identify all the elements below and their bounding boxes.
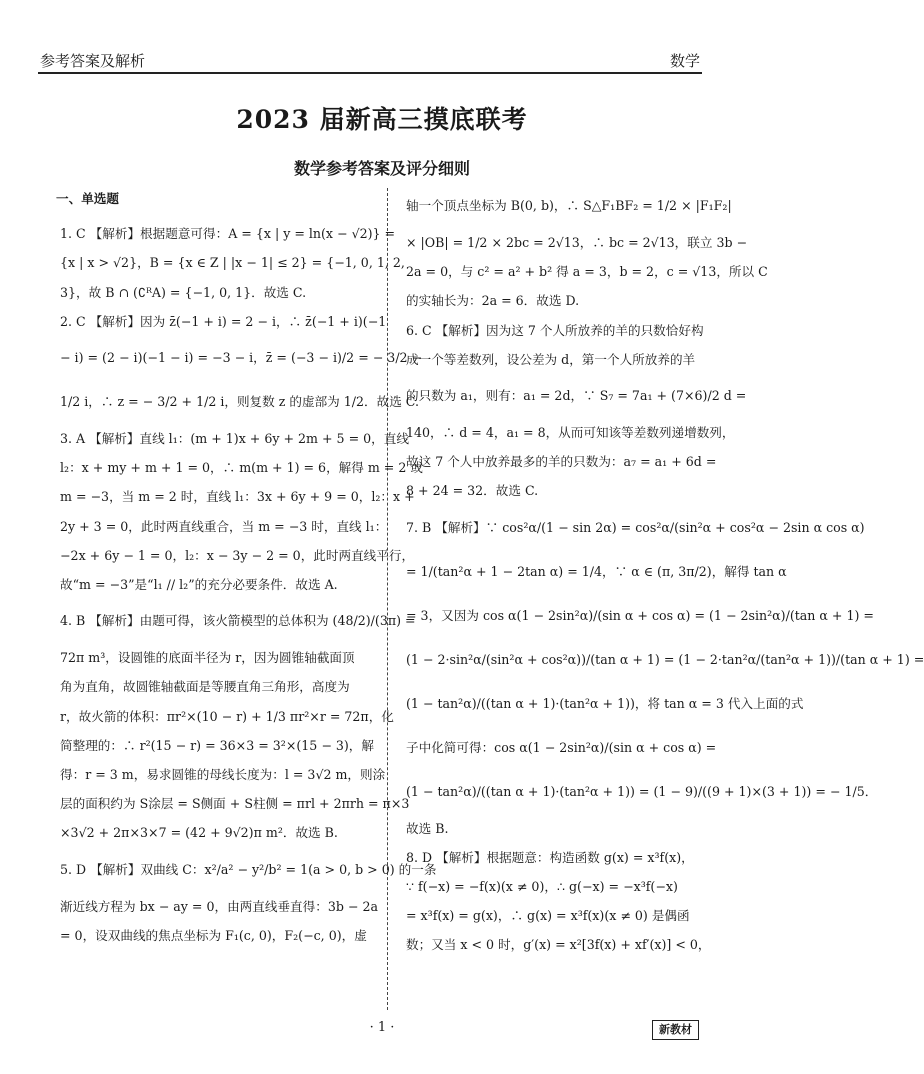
right-column	[406, 184, 924, 960]
answer-6-line: 成一个等差数列，设公差为 d，第一个人所放养的羊	[406, 351, 696, 367]
answer-5-line: = 0，设双曲线的焦点坐标为 F₁(c, 0)，F₂(−c, 0)，虚	[60, 927, 367, 943]
answer-1-line: {x | x > √2}，B = {x ∈ Z | |x − 1| ≤ 2} = {−1, 0, 1, 2,	[60, 255, 405, 271]
answer-4-line: 得：r = 3 m，易求圆锥的母线长度为：l = 3√2 m，则涂	[60, 767, 386, 783]
document-subtitle: 数学参考答案及评分细则	[293, 159, 470, 178]
answer-4-line: ×3√2 + 2π×3×7 = (42 + 9√2)π m²．故选 B.	[60, 825, 338, 841]
answer-2-line: 1/2 i，∴ z = − 3/2 + 1/2 i，则复数 z 的虚部为 1/2．故选 C.	[60, 394, 420, 410]
answer-3-line: 3. A 【解析】直线 l₁：(m + 1)x + 6y + 2m + 5 = 0，直线	[60, 431, 409, 447]
answer-7-line: 7. B 【解析】∵ cos²α/(1 − sin 2α) = cos²α/(sin²α + cos²α − 2sin α cos α)	[406, 519, 865, 535]
answer-6-line: 8 + 24 = 32．故选 C.	[406, 483, 539, 499]
header-rule	[38, 72, 702, 74]
header-left-text: 参考答案及解析	[40, 52, 146, 70]
answer-5-line: 2a = 0，与 c² = a² + b² 得 a = 3，b = 2，c = √13，所以 C	[406, 264, 768, 280]
answer-4-line: 4. B 【解析】由题可得，该火箭模型的总体积为 (48/2)/(3π) =	[60, 613, 416, 629]
answer-4-line: 层的面积约为 S涂层 = S侧面 + S柱侧 = πrl + 2πrh = π×3	[60, 796, 410, 812]
edition-badge: 新教材	[652, 1020, 699, 1040]
answer-7-line: (1 − tan²α)/((tan α + 1)·(tan²α + 1))，将 tan α = 3 代入上面的式	[406, 695, 804, 711]
answer-3-line: l₂：x + my + m + 1 = 0，∴ m(m + 1) = 6，解得 m = 2 或	[60, 460, 423, 476]
column-divider	[387, 188, 388, 1010]
answer-7-line: (1 − tan²α)/((tan α + 1)·(tan²α + 1)) = (1 − 9)/((9 + 1)×(3 + 1)) = − 1/5．	[406, 783, 878, 799]
answer-4-line: 角为直角，故圆锥轴截面是等腰直角三角形，高度为	[60, 679, 350, 695]
answer-8-line: 数；又当 x < 0 时，g′(x) = x²[3f(x) + xf′(x)] < 0，	[406, 937, 711, 953]
answer-4-line: r，故火箭的体积：πr²×(10 − r) + 1/3 πr²×r = 72π，化	[60, 708, 394, 724]
answer-3-line: 故“m = −3”是“l₁ // l₂”的充分必要条件．故选 A.	[60, 577, 338, 593]
section-heading: 一、单选题	[56, 191, 119, 206]
answer-7-line: = 3，又因为 cos α(1 − 2sin²α)/(sin α + cos α) = (1 − 2sin²α)/(tan α + 1) =	[406, 607, 874, 623]
answer-8-line: 8. D 【解析】根据题意：构造函数 g(x) = x³f(x)，	[406, 849, 694, 865]
left-column	[56, 184, 437, 950]
answer-5-line: × |OB| = 1/2 × 2bc = 2√13，∴ bc = 2√13，联立 3b −	[406, 235, 748, 250]
answer-8-line: = x³f(x) = g(x)，∴ g(x) = x³f(x)(x ≠ 0) 是偶函	[406, 908, 690, 924]
answer-3-line: 2y + 3 = 0，此时两直线重合，当 m = −3 时，直线 l₁：	[60, 518, 388, 534]
answer-7-line: = 1/(tan²α + 1 − 2tan α) = 1/4，∵ α ∈ (π, 3π/2)，解得 tan α	[406, 563, 787, 579]
answer-3-line: −2x + 6y − 1 = 0，l₂：x − 3y − 2 = 0，此时两直线平行，	[60, 547, 415, 563]
answer-5-line: 5. D 【解析】双曲线 C：x²/a² − y²/b² = 1(a > 0, b > 0) 的一条	[60, 861, 437, 877]
answer-7-line: 子中化简可得：cos α(1 − 2sin²α)/(sin α + cos α) =	[406, 739, 717, 755]
answer-7-line: 故选 B.	[406, 820, 449, 836]
answer-5-line: 轴一个顶点坐标为 B(0, b)，∴ S△F₁BF₂ = 1/2 × |F₁F₂|	[406, 198, 732, 213]
answer-2-line: 2. C 【解析】因为 z̄(−1 + i) = 2 − i，∴ z̄(−1 + i)(−1	[60, 313, 387, 329]
answer-3-line: m = −3，当 m = 2 时，直线 l₁：3x + 6y + 9 = 0，l₂：x +	[60, 489, 415, 505]
answer-4-line: 简整理的：∴ r²(15 − r) = 36×3 = 3²×(15 − 3)，解	[60, 737, 374, 753]
document-title: 2023 届新高三摸底联考	[236, 105, 528, 134]
answer-8-line: ∵ f(−x) = −f(x)(x ≠ 0)，∴ g(−x) = −x³f(−x)	[406, 879, 678, 895]
answer-6-line: 故这 7 个人中放养最多的羊的只数为：a₇ = a₁ + 6d =	[406, 454, 717, 470]
page-number: · 1 ·	[369, 1020, 395, 1035]
answer-6-line: 6. C 【解析】因为这 7 个人所放养的羊的只数恰好构	[406, 322, 704, 338]
answer-7-line: (1 − 2·sin²α/(sin²α + cos²α))/(tan α + 1) = (1 − 2·tan²α/(tan²α + 1))/(tan α + 1) =	[406, 651, 924, 667]
answer-1-line: 1. C 【解析】根据题意可得：A = {x | y = ln(x − √2)} =	[60, 226, 396, 242]
answer-6-line: 140，∴ d = 4，a₁ = 8，从而可知该等差数列递增数列，	[406, 425, 735, 441]
answer-1-line: 3}，故 B ∩ (∁ᴿA) = {−1, 0, 1}．故选 C.	[60, 284, 307, 300]
answer-2-line: − i) = (2 − i)(−1 − i) = −3 − i，z̄ = (−3 − i)/2 = − 3/2 −	[60, 350, 423, 366]
answer-6-line: 的只数为 a₁，则有：a₁ = 2d，∵ S₇ = 7a₁ + (7×6)/2 d =	[406, 388, 747, 404]
answer-4-line: 72π m³，设圆锥的底面半径为 r，因为圆锥轴截面顶	[60, 650, 355, 666]
answer-5-line: 渐近线方程为 bx − ay = 0，由两直线垂直得：3b − 2a	[60, 898, 378, 914]
answer-5-line: 的实轴长为：2a = 6．故选 D.	[406, 293, 580, 309]
header-right-text: 数学	[669, 52, 700, 70]
